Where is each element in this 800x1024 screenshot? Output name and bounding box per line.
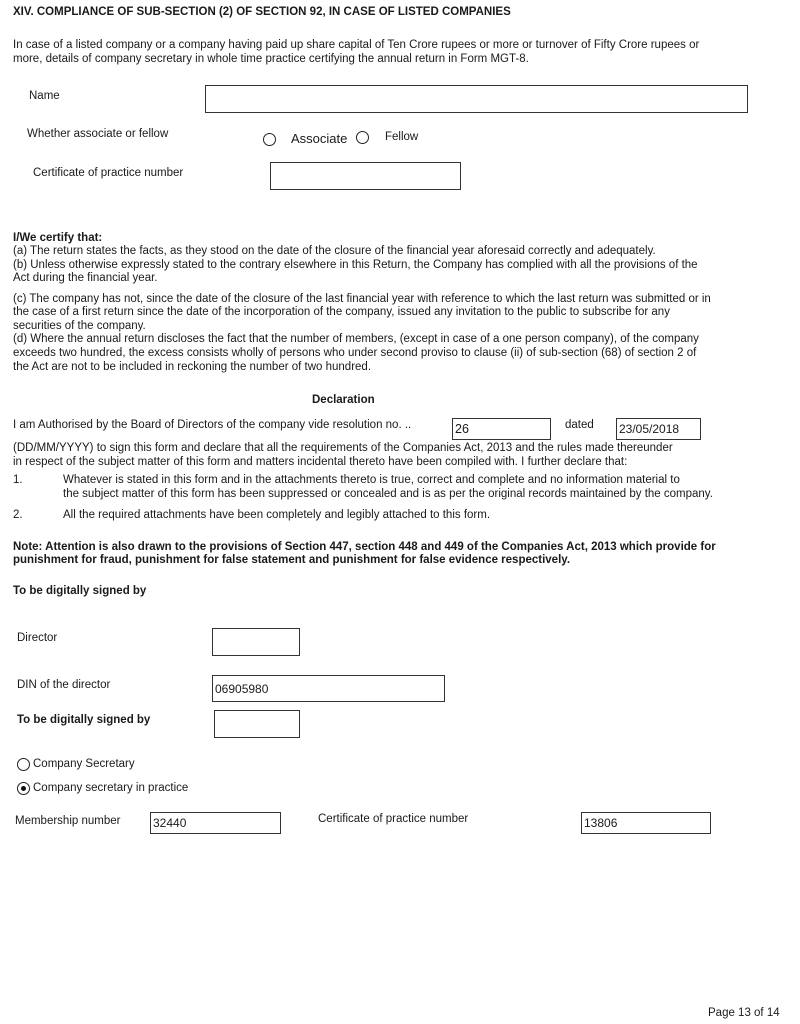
certify-heading: I/We certify that: [13, 232, 103, 244]
item1-number: 1. [13, 474, 23, 486]
certify-d-line2: exceeds two hundred, the excess consists wholly of persons who under second proviso to clause (ii) of sub-section (68) of section 2 of [13, 347, 697, 359]
cs-in-practice-radio[interactable] [17, 782, 30, 795]
certify-b-line2: Act during the financial year. [13, 272, 158, 284]
company-secretary-option-label: Company Secretary [33, 758, 135, 770]
certify-c-line1: (c) The company has not, since the date of the closure of the last financial year with reference to which the last return was submitted or in [13, 293, 711, 305]
certify-d-line1: (d) Where the annual return discloses the fact that the number of members, (except in case of a one person company), of the company [13, 333, 699, 345]
declaration-line3: in respect of the subject matter of this form and matters incidental thereto have been compiled with. I further declare that: [13, 456, 628, 468]
company-secretary-radio[interactable] [17, 758, 30, 771]
radio-selected-dot [21, 786, 26, 791]
item2-number: 2. [13, 509, 23, 521]
cs-cop-number-field[interactable]: 13806 [581, 812, 711, 834]
certify-c-line3: securities of the company. [13, 320, 146, 332]
din-label: DIN of the director [17, 679, 111, 691]
membership-label: Membership number [15, 815, 121, 827]
din-field[interactable]: 06905980 [212, 675, 445, 702]
declaration-line2: (DD/MM/YYYY) to sign this form and declare that all the requirements of the Companies Act, 2013 and the rules made thereunder [13, 442, 673, 454]
item1-line1: Whatever is stated in this form and in the attachments thereto is true, correct and complete and no information material to [63, 474, 680, 486]
date-field[interactable]: 23/05/2018 [616, 418, 701, 440]
associate-option-label: Associate [291, 131, 348, 146]
signed-by-heading-1: To be digitally signed by [13, 585, 147, 597]
director-label: Director [17, 632, 58, 644]
certify-a: (a) The return states the facts, as they stood on the date of the closure of the financial year aforesaid correctly and adequately. [13, 245, 656, 257]
resolution-number-field[interactable]: 26 [452, 418, 551, 440]
signed-by-heading-2: To be digitally signed by [17, 714, 151, 726]
cop-field[interactable] [270, 162, 461, 190]
section-heading: XIV. COMPLIANCE OF SUB-SECTION (2) OF SECTION 92, IN CASE OF LISTED COMPANIES [13, 6, 511, 18]
item2-line1: All the required attachments have been completely and legibly attached to this form. [63, 509, 491, 521]
authorised-text: I am Authorised by the Board of Directors of the company vide resolution no. .. [13, 419, 412, 431]
declaration-heading: Declaration [312, 394, 375, 406]
certify-d-line3: the Act are not to be included in reckoning the number of two hundred. [13, 361, 372, 373]
intro-line-1: In case of a listed company or a company having paid up share capital of Ten Crore rupees or more or turnover of Fifty Crore rupees or [13, 39, 700, 51]
certify-c-line2: the case of a first return since the date of the incorporation of the company, issued any invitation to the public to subscribe for any [13, 306, 670, 318]
fellow-option-label: Fellow [385, 131, 419, 143]
item1-line2: the subject matter of this form has been suppressed or concealed and is as per the original records maintained by the company. [63, 488, 713, 500]
cs-in-practice-option-label: Company secretary in practice [33, 782, 189, 794]
page-number: Page 13 of 14 [708, 1007, 780, 1019]
name-field[interactable] [205, 85, 748, 113]
fellow-radio[interactable] [356, 131, 369, 144]
intro-line-2: more, details of company secretary in whole time practice certifying the annual return in Form MGT-8. [13, 53, 529, 65]
note-line1: Note: Attention is also drawn to the provisions of Section 447, section 448 and 449 of the Companies Act, 2013 which provide for [13, 541, 716, 553]
assoc-fellow-label: Whether associate or fellow [27, 128, 169, 140]
director-signature-field[interactable] [212, 628, 300, 656]
name-label: Name [29, 90, 60, 102]
dated-label: dated [565, 419, 594, 431]
certify-b-line1: (b) Unless otherwise expressly stated to the contrary elsewhere in this Return, the Company has complied with all the provisions of the [13, 259, 698, 271]
membership-number-field[interactable]: 32440 [150, 812, 281, 834]
associate-radio[interactable] [263, 133, 276, 146]
cop-label: Certificate of practice number [33, 167, 184, 179]
second-signature-field[interactable] [214, 710, 300, 738]
cs-cop-label: Certificate of practice number [318, 813, 469, 825]
note-line2: punishment for fraud, punishment for false statement and punishment for false evidence respectively. [13, 554, 571, 566]
